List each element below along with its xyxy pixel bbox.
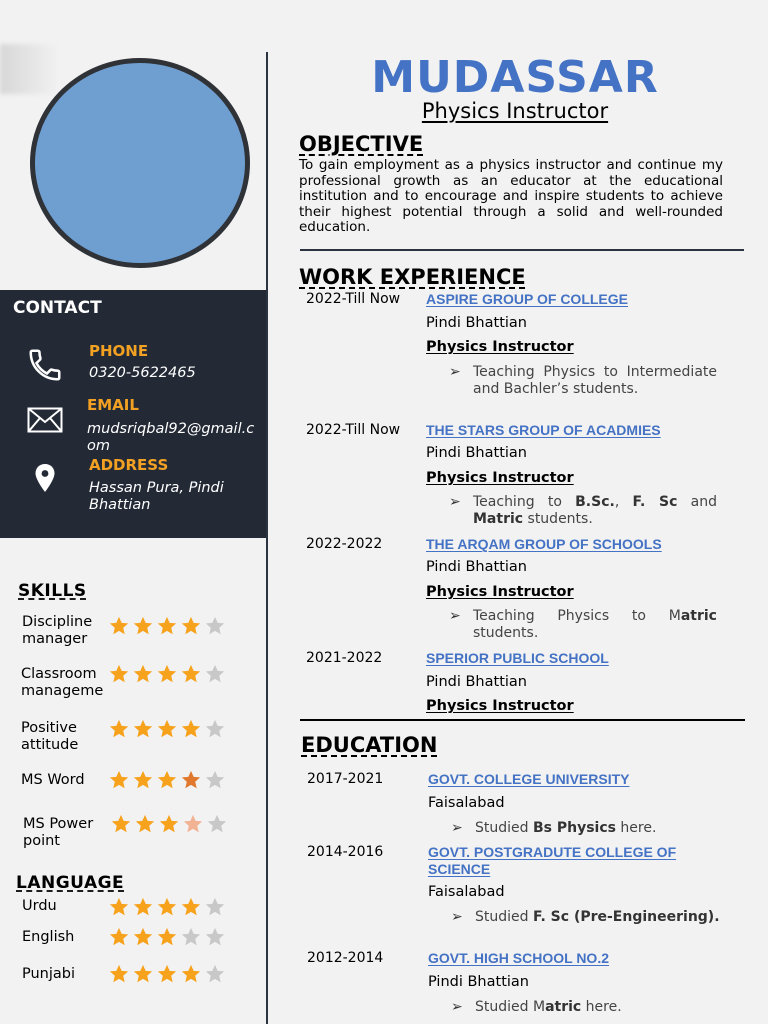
star-filled-icon <box>134 813 156 835</box>
edu-org-link[interactable]: GOVT. HIGH SCHOOL NO.2 <box>428 950 609 966</box>
edu-org-link[interactable]: GOVT. COLLEGE UNIVERSITY <box>428 771 630 787</box>
arrow-bullet-icon: ➢ <box>451 909 463 925</box>
work-years: 2022-2022 <box>306 536 383 552</box>
envelope-icon <box>27 407 63 433</box>
star-filled-icon <box>108 963 130 985</box>
skill-name: Positive attitude <box>21 720 79 753</box>
address-line-2: Bhattian <box>89 497 151 513</box>
star-filled-icon <box>108 718 130 740</box>
phone-label: PHONE <box>89 342 149 360</box>
language-name: Punjabi <box>22 966 76 982</box>
edu-org-line-1: GOVT. POSTGRADUTE COLLEGE OF <box>428 844 677 860</box>
candidate-name: MUDASSAR <box>371 52 659 103</box>
work-bullet: ➢ Teaching to B.Sc., F. Sc and Matric students. <box>449 494 717 527</box>
contact-title: CONTACT <box>13 298 102 318</box>
skill-rating <box>110 813 228 835</box>
star-filled-icon <box>156 718 178 740</box>
email-line-1: mudsriqbal92@gmail.c <box>87 421 255 437</box>
work-place: Pindi Bhattian <box>426 674 527 690</box>
skill-row <box>21 772 111 789</box>
section-divider <box>300 249 744 251</box>
objective-text: To gain employment as a physics instructor and continue my professional growth as an educator at the educational institution and to encourage and inspire students to achieve their highest potential through a solid and well-rounded education. <box>299 157 723 235</box>
skill-row <box>22 614 112 648</box>
language-name: English <box>22 929 75 945</box>
email-line-2: om <box>87 438 110 454</box>
work-years: 2022-Till Now <box>306 291 401 307</box>
star-empty-icon <box>180 926 202 948</box>
work-place: Pindi Bhattian <box>426 315 527 331</box>
work-position: Physics Instructor <box>426 470 574 486</box>
arrow-bullet-icon: ➢ <box>449 608 461 624</box>
star-empty-icon <box>204 896 226 918</box>
work-place: Pindi Bhattian <box>426 559 527 575</box>
language-rating <box>108 896 226 918</box>
edu-place: Faisalabad <box>428 795 505 811</box>
edu-place: Faisalabad <box>428 884 505 900</box>
star-empty-icon <box>204 663 226 685</box>
work-years: 2021-2022 <box>306 650 383 666</box>
edu-bullet: ➢ Studied F. Sc (Pre-Engineering). <box>451 909 720 925</box>
work-bullet: ➢ Teaching Physics to Intermediate and Bachler’s students. <box>449 364 717 397</box>
work-bullet: ➢ Teaching Physics to Matric students. <box>449 608 717 641</box>
skill-rating <box>108 615 226 637</box>
star-filled-icon <box>132 615 154 637</box>
skills-title: SKILLS <box>18 581 87 601</box>
star-filled-icon <box>108 615 130 637</box>
skill-name: Discipline manager <box>22 614 93 647</box>
star-filled-icon <box>108 926 130 948</box>
decorative-shape <box>0 44 60 94</box>
edu-org-line-2: SCIENCE <box>428 861 491 877</box>
star-filled-icon <box>108 896 130 918</box>
star-filled-icon <box>132 769 154 791</box>
star-empty-icon <box>204 615 226 637</box>
candidate-role: Physics Instructor <box>421 99 609 123</box>
edu-org-link[interactable] <box>428 844 676 878</box>
phone-value[interactable]: 0320-5622465 <box>89 365 196 381</box>
work-org-link[interactable]: SPERIOR PUBLIC SCHOOL <box>426 650 609 666</box>
star-filled-icon <box>132 896 154 918</box>
star-filled-icon <box>180 769 202 791</box>
section-divider <box>300 719 745 721</box>
star-filled-icon <box>132 663 154 685</box>
star-filled-icon <box>156 963 178 985</box>
star-filled-icon <box>110 813 132 835</box>
skill-rating <box>108 769 226 791</box>
location-pin-icon <box>34 463 56 493</box>
star-empty-icon <box>204 926 226 948</box>
education-title: EDUCATION <box>301 733 438 757</box>
edu-years: 2012-2014 <box>307 950 384 966</box>
edu-bullet: ➢ Studied Bs Physics here. <box>451 820 657 836</box>
work-position: Physics Instructor <box>426 698 574 714</box>
skill-rating <box>108 718 226 740</box>
work-title: WORK EXPERIENCE <box>299 265 526 289</box>
profile-photo <box>30 58 250 268</box>
star-filled-icon <box>156 663 178 685</box>
arrow-bullet-icon: ➢ <box>451 820 463 836</box>
sidebar-divider <box>266 52 268 1024</box>
work-years: 2022-Till Now <box>306 422 401 438</box>
work-place: Pindi Bhattian <box>426 445 527 461</box>
language-name: Urdu <box>22 898 57 914</box>
star-filled-icon <box>156 615 178 637</box>
address-value <box>89 480 224 514</box>
star-filled-icon <box>180 896 202 918</box>
star-filled-icon <box>132 718 154 740</box>
skill-row <box>21 666 111 700</box>
email-label: EMAIL <box>87 396 139 414</box>
star-empty-icon <box>206 813 228 835</box>
address-line-1: Hassan Pura, Pindi <box>89 480 224 496</box>
star-filled-icon <box>156 769 178 791</box>
star-filled-icon <box>156 896 178 918</box>
star-empty-icon <box>204 769 226 791</box>
work-position: Physics Instructor <box>426 584 574 600</box>
star-filled-icon <box>132 926 154 948</box>
star-empty-icon <box>204 963 226 985</box>
star-filled-icon <box>108 769 130 791</box>
star-empty-icon <box>204 718 226 740</box>
edu-bullet: ➢ Studied Matric here. <box>451 999 622 1015</box>
work-org-link[interactable]: THE STARS GROUP OF ACADMIES <box>426 422 661 438</box>
work-org-link[interactable]: THE ARQAM GROUP OF SCHOOLS <box>426 536 662 552</box>
edu-years: 2014-2016 <box>307 844 384 860</box>
star-filled-icon <box>180 718 202 740</box>
edu-years: 2017-2021 <box>307 771 384 787</box>
skill-row <box>21 720 111 754</box>
address-label: ADDRESS <box>89 456 169 474</box>
star-filled-icon <box>158 813 180 835</box>
skill-rating <box>108 663 226 685</box>
star-filled-icon <box>180 663 202 685</box>
phone-icon <box>26 346 64 384</box>
language-title: LANGUAGE <box>16 873 125 893</box>
arrow-bullet-icon: ➢ <box>451 999 463 1015</box>
skill-name: Classroom manageme <box>21 666 104 699</box>
email-value[interactable] <box>87 421 254 455</box>
star-filled-icon <box>108 663 130 685</box>
edu-place: Pindi Bhattian <box>428 974 529 990</box>
skill-row <box>23 816 113 850</box>
star-filled-icon <box>156 926 178 948</box>
star-filled-icon <box>180 963 202 985</box>
work-org-link[interactable]: ASPIRE GROUP OF COLLEGE <box>426 291 628 307</box>
star-filled-icon <box>180 615 202 637</box>
skill-name: MS Word <box>21 772 85 788</box>
arrow-bullet-icon: ➢ <box>449 494 461 510</box>
star-filled-icon <box>182 813 204 835</box>
skill-name: MS Power point <box>23 816 94 849</box>
language-rating <box>108 926 226 948</box>
star-filled-icon <box>132 963 154 985</box>
objective-title: OBJECTIVE <box>299 132 424 156</box>
arrow-bullet-icon: ➢ <box>449 364 461 380</box>
language-rating <box>108 963 226 985</box>
work-position: Physics Instructor <box>426 339 574 355</box>
